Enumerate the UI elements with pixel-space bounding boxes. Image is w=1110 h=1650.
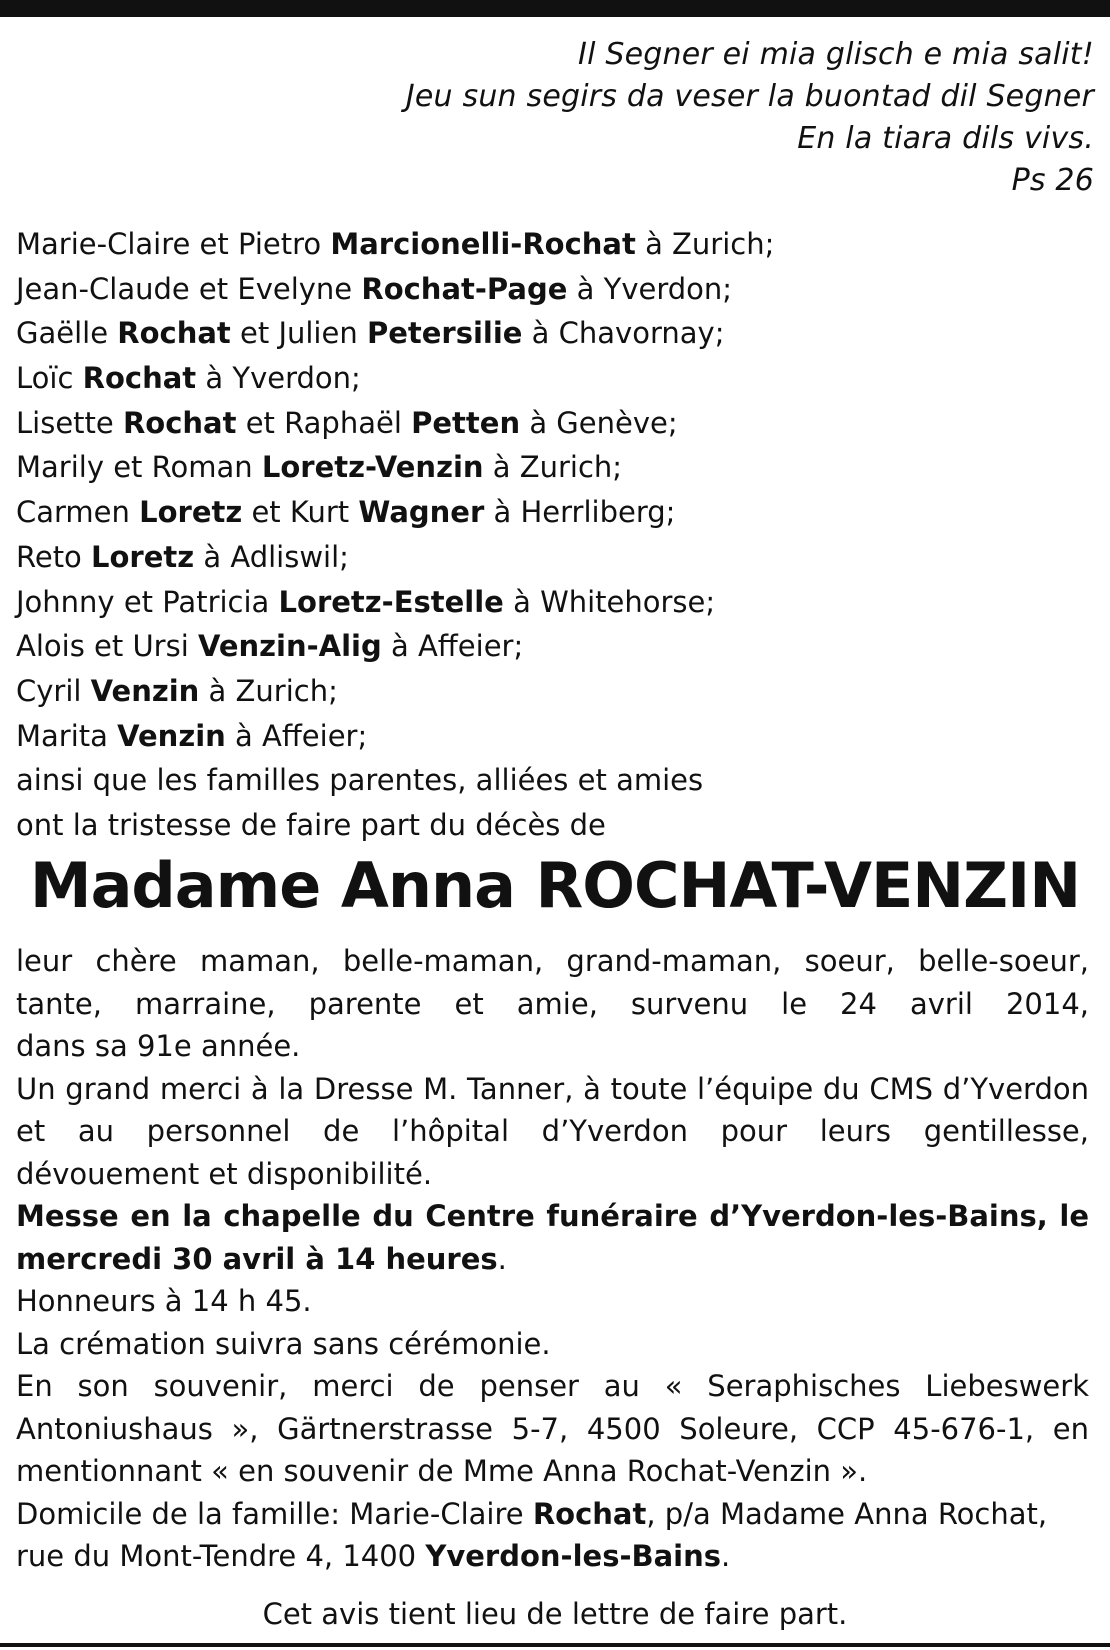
mourner-entry: [16, 624, 1096, 669]
mourner-surname: Venzin: [90, 673, 200, 708]
relation-line: tante, marraine, parente et amie, survenu le 24 avril 2014,: [16, 986, 1089, 1021]
verse-reference: Ps 26: [1011, 163, 1094, 198]
mourner-place: à Yverdon;: [205, 361, 361, 396]
mourner-partner-name: et Raphaël: [245, 405, 402, 440]
mourner-partner-surname: Petersilie: [366, 316, 523, 351]
domicile-line: [16, 1493, 1089, 1536]
mourner-entry: [16, 714, 1096, 759]
mass-paragraph: [16, 1195, 1089, 1280]
mourner-given-names: Marily et Roman: [16, 450, 253, 485]
mourner-given-names: Carmen: [16, 495, 130, 530]
mourner-place: à Whitehorse;: [513, 584, 716, 619]
verse-line: Jeu sun segirs da veser la buontad dil Segner: [405, 79, 1094, 114]
domicile-address: rue du Mont-Tendre 4, 1400: [16, 1539, 417, 1573]
mourner-given-names: Gaëlle: [16, 316, 109, 351]
mourner-surname: Rochat: [82, 361, 197, 396]
mourner-entry: [16, 401, 1096, 446]
domicile-period: .: [721, 1539, 731, 1573]
mourner-given-names: Loïc: [16, 361, 74, 396]
mourner-place: à Zurich;: [645, 227, 775, 261]
mourner-given-names: Jean-Claude et Evelyne: [16, 271, 353, 306]
verse-line: Il Segner ei mia glisch e mia salit!: [578, 37, 1094, 72]
mourner-entry: [16, 490, 1096, 535]
mourner-surname: Rochat: [122, 405, 237, 440]
mourner-place: à Adliswil;: [203, 539, 349, 574]
domicile-name: Rochat: [532, 1496, 647, 1531]
mourner-given-names: Marita: [16, 718, 108, 753]
mourner-given-names: Alois et Ursi: [16, 629, 189, 664]
mourner-place: à Herrliberg;: [493, 495, 676, 530]
announcement-line: ont la tristesse de faire part du décès de: [16, 807, 606, 842]
domicile-prefix: Domicile de la famille: Marie-Claire: [16, 1496, 524, 1531]
domicile-care-of: , p/a Madame Anna Rochat,: [646, 1496, 1048, 1531]
thanks-paragraph: Un grand merci à la Dresse M. Tanner, à toute l’équipe du CMS d’Yverdon et au personnel de l’hôpital d’Yverdon pour leurs gentillesse, dévouement et disponibilité.: [16, 1071, 1089, 1191]
verse-line: En la tiara dils vivs.: [797, 121, 1094, 156]
mourner-given-names: Lisette: [16, 405, 114, 440]
mass-period: .: [497, 1241, 507, 1276]
mourner-entry: [16, 311, 1096, 356]
mourner-surname: Loretz-Estelle: [278, 584, 504, 619]
mass-details: Messe en la chapelle du Centre funéraire d’Yverdon-les-Bains, le mercredi 30 avril à 14 heures: [16, 1199, 1089, 1276]
mourner-entry: [16, 445, 1096, 490]
bottom-border-rule: [0, 1643, 1110, 1647]
mourner-place: à Affeier;: [390, 629, 524, 664]
families-line: ainsi que les familles parentes, alliées et amies: [16, 763, 704, 798]
mourner-partner-surname: Petten: [411, 405, 521, 440]
mourner-given-names: Cyril: [16, 673, 82, 708]
mourner-entry: [16, 580, 1096, 625]
mourner-entry: [16, 267, 1096, 312]
mourners-list: [16, 222, 1096, 848]
mourner-entry: [16, 535, 1096, 580]
notice-body: [16, 940, 1089, 1578]
mourner-entry: [16, 669, 1096, 714]
psalm-verse: [194, 34, 1094, 202]
mourner-given-names: Marie-Claire et Pietro: [16, 227, 322, 261]
mourner-place: à Zurich;: [492, 450, 623, 485]
mourner-surname: Rochat-Page: [361, 271, 568, 306]
cremation-line: La crémation suivra sans cérémonie.: [16, 1326, 551, 1361]
mourner-place: à Genève;: [529, 405, 678, 440]
mourner-surname: Marcionelli-Rochat: [330, 227, 636, 261]
relation-line: leur chère maman, belle-maman, grand-maman, soeur, belle-soeur,: [16, 944, 1089, 978]
mourner-partner-name: et Kurt: [251, 495, 350, 530]
address-line: [16, 1535, 1089, 1578]
mourner-surname: Loretz: [139, 495, 243, 530]
mourner-place: à Yverdon;: [576, 271, 733, 306]
mourner-entry: [16, 356, 1096, 401]
mourner-place: à Chavornay;: [531, 316, 725, 351]
donation-paragraph: En son souvenir, merci de penser au « Seraphisches Liebeswerk Antoniushaus », Gärtnerstrasse 5-7, 4500 Soleure, CCP 45-676-1, en mentionnant « en souvenir de Mme Anna Rochat-Venzin ».: [16, 1369, 1089, 1488]
mourner-partner-surname: Wagner: [358, 495, 485, 530]
mourner-surname: Venzin-Alig: [198, 629, 382, 664]
closing-note: Cet avis tient lieu de lettre de faire part.: [262, 1597, 848, 1631]
deceased-name: Madame Anna ROCHAT-VENZIN: [29, 849, 1081, 922]
mourner-surname: Rochat: [117, 316, 231, 351]
mourner-entry: [16, 222, 1096, 267]
mourner-partner-name: et Julien: [240, 316, 358, 351]
mourner-place: à Affeier;: [235, 718, 368, 753]
honors-line: Honneurs à 14 h 45.: [16, 1284, 312, 1318]
domicile-city: Yverdon-les-Bains: [425, 1539, 722, 1573]
mourner-place: à Zurich;: [208, 673, 338, 708]
mourner-given-names: Reto: [16, 539, 82, 574]
relation-line: dans sa 91e année.: [16, 1029, 301, 1063]
mourner-surname: Loretz: [91, 539, 195, 574]
mourner-surname: Loretz-Venzin: [261, 450, 484, 485]
mourner-surname: Venzin: [117, 718, 226, 753]
top-border-rule: [0, 0, 1110, 17]
mourner-given-names: Johnny et Patricia: [16, 584, 270, 619]
